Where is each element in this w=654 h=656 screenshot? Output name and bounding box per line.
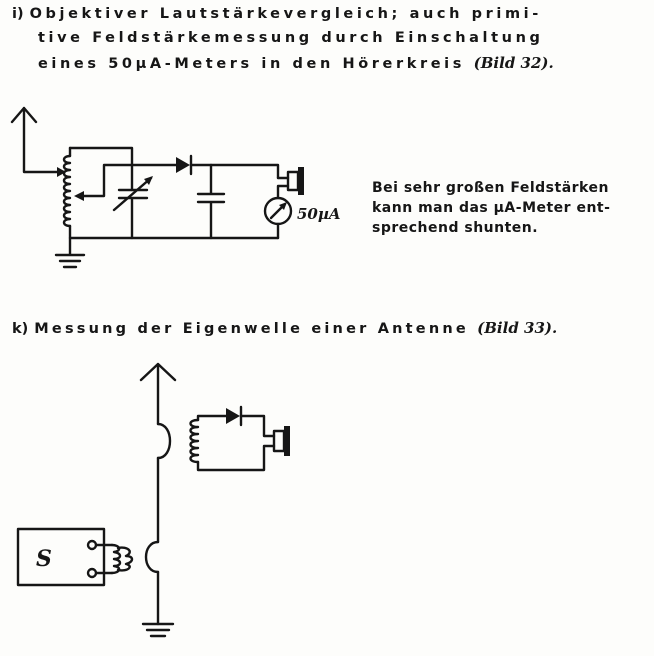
figure-ref-32: (Bild 32). [473, 54, 554, 72]
section-k-text: Messung der Eigenwelle einer Antenne [34, 321, 469, 337]
note-line-3: sprechend shunten. [372, 220, 539, 236]
section-i-text-1: Objektiver Lautstärkevergleich; auch primi- [29, 6, 542, 22]
meter-label: 50µA [297, 205, 341, 223]
coil-icon [64, 156, 70, 226]
diode-icon [226, 408, 240, 424]
diode-icon [176, 157, 190, 173]
section-i-text-3: eines 50µA-Meters in den Hörerkreis [38, 56, 465, 72]
antenna-icon [141, 364, 175, 424]
bild-32-circuit [12, 108, 341, 267]
earphone-icon [274, 431, 284, 451]
section-i-line-2: tive Feldstärkemessung durch Einschaltung [38, 30, 544, 46]
antenna-icon [12, 108, 58, 172]
coil-icon [191, 420, 199, 462]
figure-ref-33: (Bild 33). [477, 319, 558, 337]
capacitor-icon [198, 165, 224, 238]
ground-icon [56, 238, 84, 267]
section-k-label: k) [12, 321, 29, 337]
variable-capacitor-icon [119, 190, 147, 238]
source-label: S [36, 546, 52, 572]
coil-icon [112, 545, 120, 573]
ground-icon [143, 624, 173, 636]
note-line-2: kann man das µA-Meter ent- [372, 200, 611, 216]
section-i-label: i) [12, 6, 24, 22]
note-line-1: Bei sehr großen Feldstärken [372, 180, 609, 196]
bild-33-circuit [18, 364, 290, 636]
earphone-icon [288, 172, 298, 190]
